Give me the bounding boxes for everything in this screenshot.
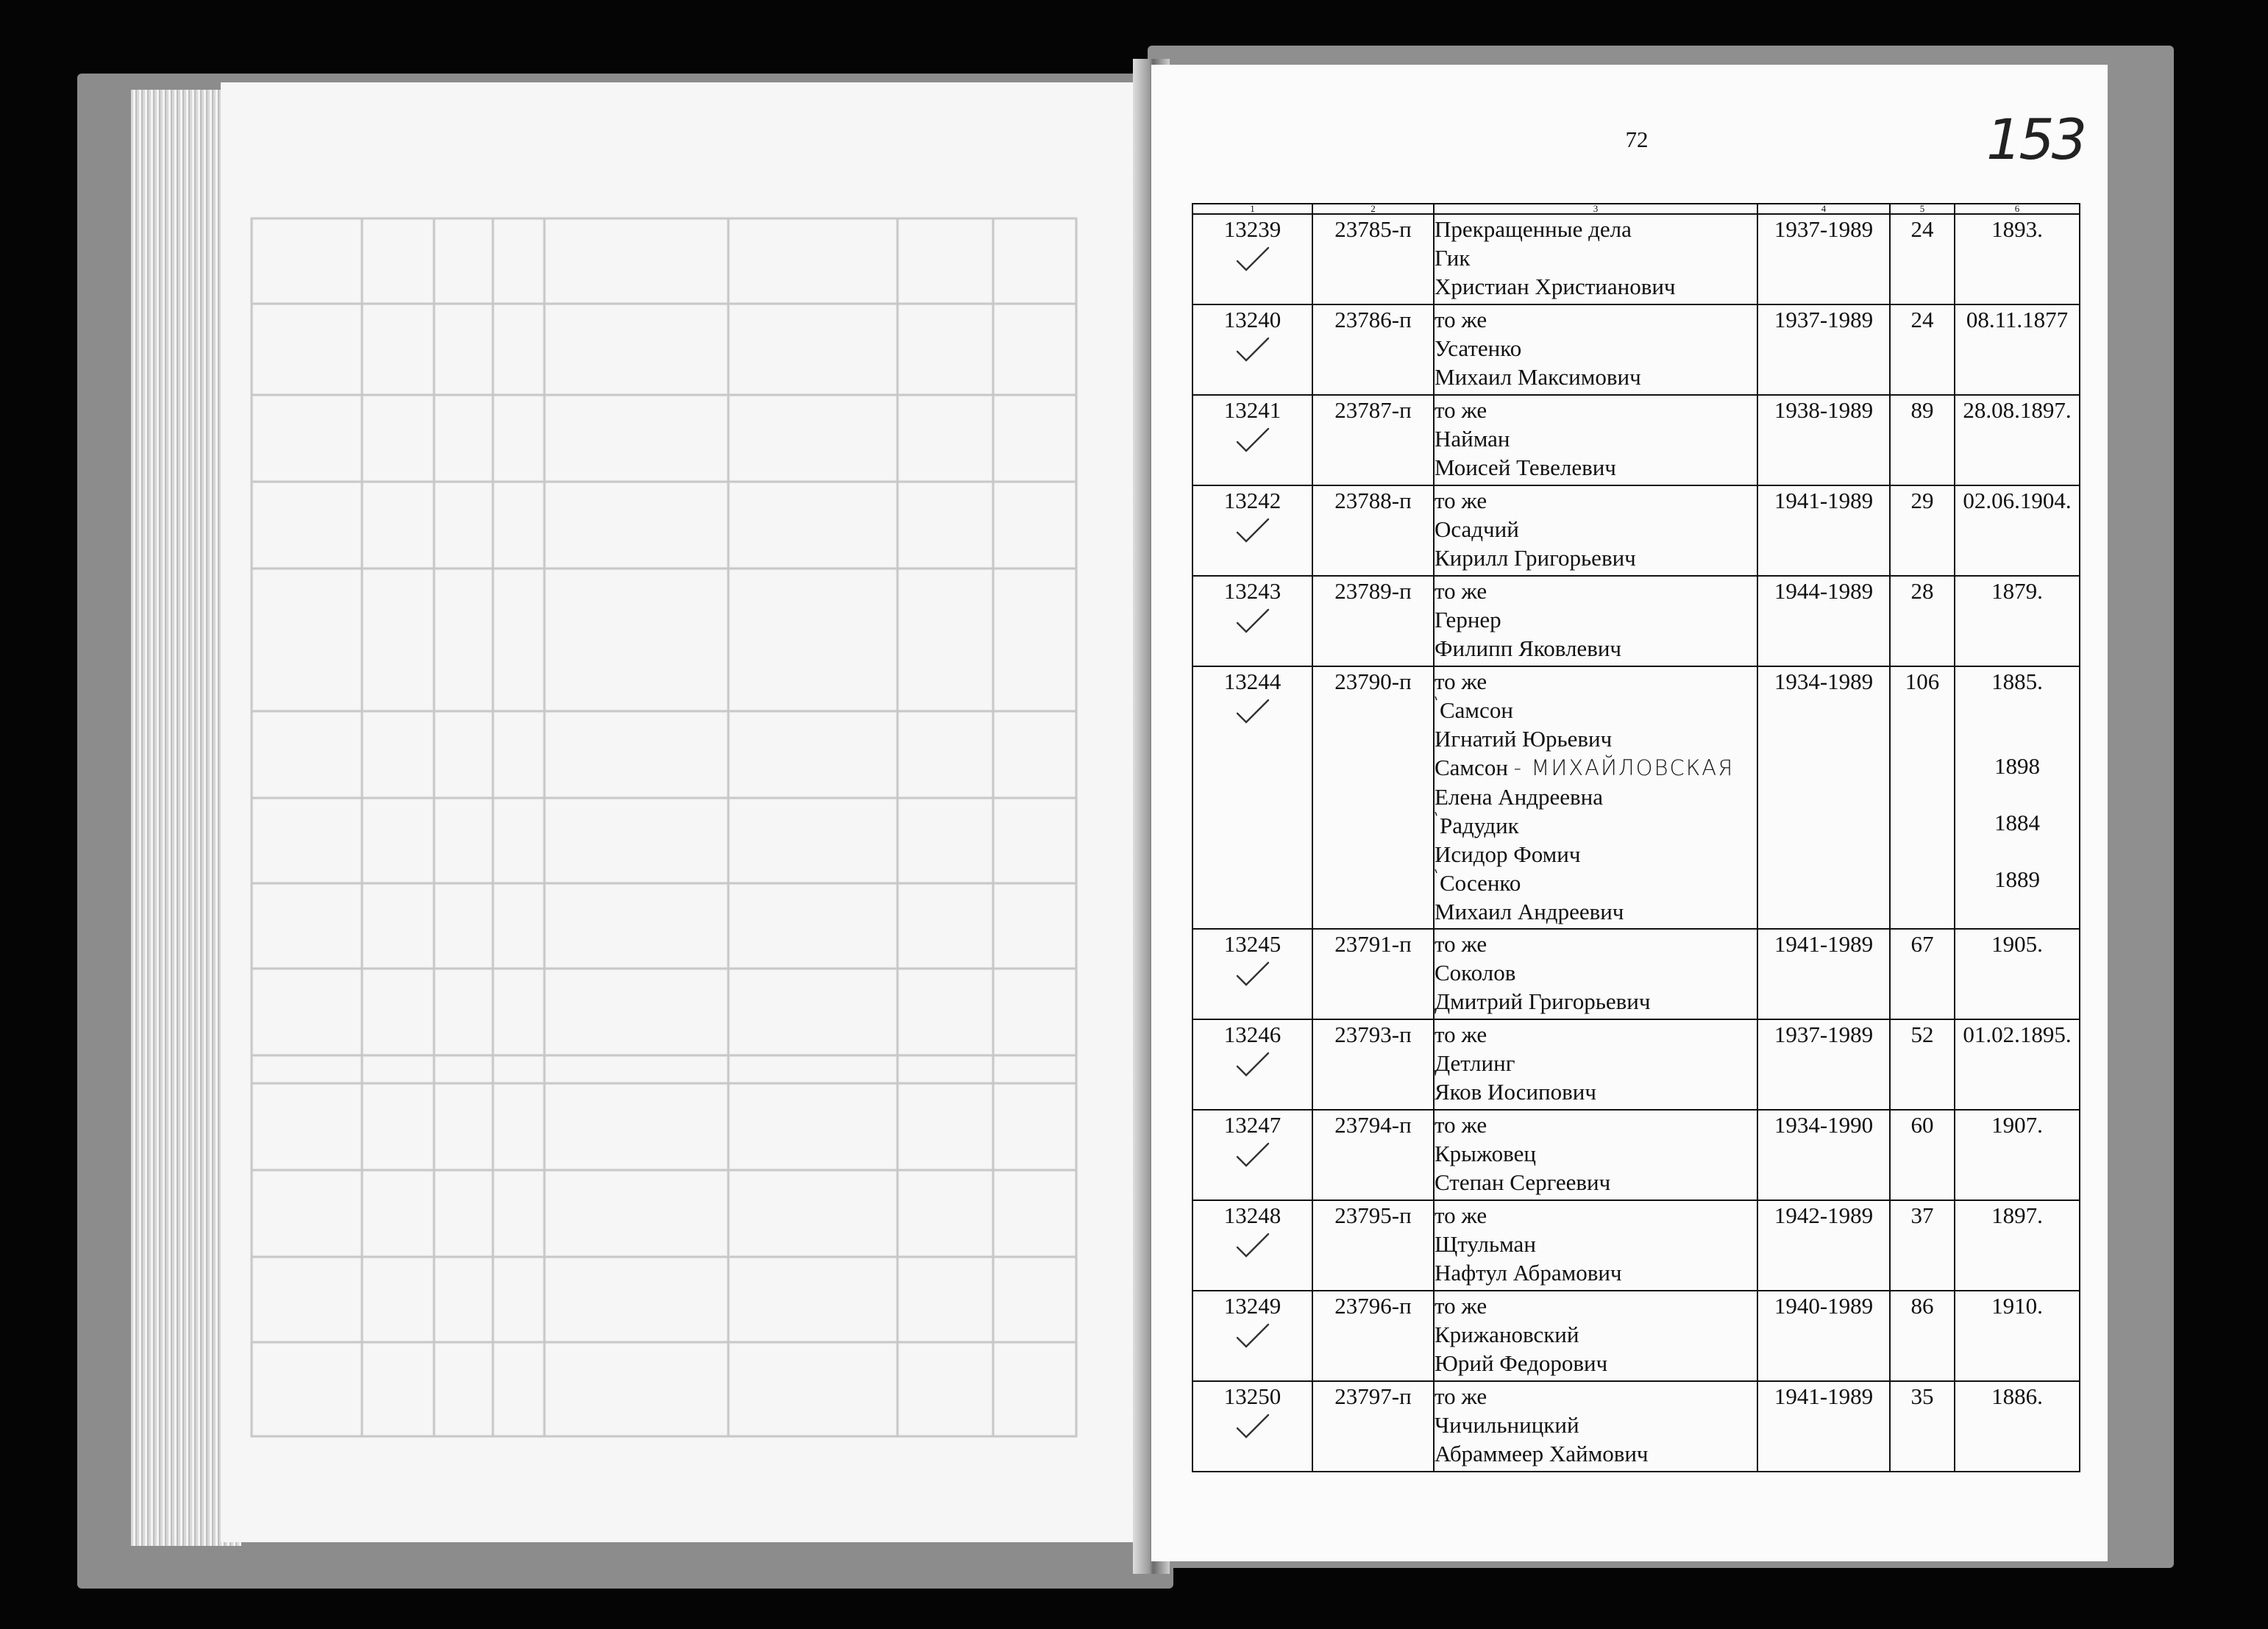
- years: 1944-1989: [1774, 578, 1874, 604]
- file-code: 23785-п: [1334, 216, 1412, 242]
- description-line: [1435, 897, 1757, 926]
- handwritten-note: - МИХАЙЛОВСКАЯ: [1513, 755, 1735, 780]
- record-number: 13250: [1223, 1383, 1281, 1409]
- description-text: Филипп Яковлевич: [1435, 635, 1622, 661]
- birth-date: 1907.: [1991, 1112, 2043, 1138]
- description-line: [1435, 453, 1757, 482]
- date-cell: [1955, 1200, 2080, 1291]
- description-line: [1435, 696, 1757, 724]
- description-text: Прекращенные дела: [1435, 216, 1632, 242]
- description-text: Елена Андреевна: [1435, 784, 1604, 810]
- description-line: [1435, 305, 1757, 334]
- description-text: то же: [1435, 931, 1487, 957]
- count: 35: [1910, 1383, 1934, 1409]
- checkmark-icon: [1193, 1050, 1312, 1086]
- checkmark-icon: [1193, 1231, 1312, 1266]
- count-cell: [1890, 1291, 1955, 1381]
- record-number-cell: [1192, 576, 1312, 666]
- years-cell: [1757, 929, 1890, 1019]
- description-text: Нафтул Абрамович: [1435, 1260, 1622, 1286]
- birth-date: 1889: [1994, 866, 2040, 892]
- description-line: [1435, 1291, 1757, 1320]
- column-header: 2: [1312, 204, 1434, 214]
- record-number-cell: [1192, 214, 1312, 304]
- file-code-cell: [1312, 1291, 1434, 1381]
- description-line: [1435, 396, 1757, 424]
- years-cell: [1757, 395, 1890, 485]
- count: 28: [1910, 578, 1934, 604]
- record-number: 13249: [1223, 1293, 1281, 1319]
- years-cell: [1757, 1381, 1890, 1472]
- date-cell: [1955, 666, 2080, 929]
- description-line: [1435, 634, 1757, 663]
- years: 1937-1989: [1774, 1022, 1874, 1047]
- years-cell: [1757, 1200, 1890, 1291]
- file-code-cell: [1312, 485, 1434, 576]
- description-text: Михаил Андреевич: [1435, 899, 1624, 924]
- checkmark-icon: [1193, 1412, 1312, 1447]
- page-number: 72: [1625, 126, 1649, 152]
- birth-date: 08.11.1877: [1966, 307, 2069, 332]
- file-code-cell: [1312, 304, 1434, 395]
- record-number: 13239: [1223, 216, 1281, 242]
- table-row: [1192, 1381, 2080, 1472]
- description-line: [1435, 724, 1757, 753]
- record-number: 13240: [1223, 307, 1281, 332]
- birth-date: 02.06.1904.: [1963, 488, 2072, 513]
- description-text: Крижановский: [1435, 1322, 1579, 1347]
- description-text: Михаил Максимович: [1435, 364, 1641, 390]
- birth-date: 1897.: [1991, 1202, 2043, 1228]
- table-row: [1192, 1291, 2080, 1381]
- count-cell: [1890, 1110, 1955, 1200]
- file-code: 23796-п: [1334, 1293, 1412, 1319]
- description-text: Радудик: [1440, 813, 1519, 838]
- birth-date: 1879.: [1991, 578, 2043, 604]
- record-number: 13244: [1223, 669, 1281, 694]
- years-cell: [1757, 304, 1890, 395]
- column-header-row: [1192, 204, 2080, 214]
- description-cell: [1434, 1110, 1757, 1200]
- years-cell: [1757, 214, 1890, 304]
- description-text: Юрий Федорович: [1435, 1350, 1608, 1376]
- years: 1937-1989: [1774, 216, 1874, 242]
- years-cell: [1757, 576, 1890, 666]
- file-code: 23789-п: [1334, 578, 1412, 604]
- birth-date: 1884: [1994, 810, 2040, 835]
- description-text: Игнатий Юрьевич: [1435, 726, 1613, 752]
- file-code-cell: [1312, 1110, 1434, 1200]
- description-text: Щтульман: [1435, 1231, 1536, 1257]
- date-cell: [1955, 304, 2080, 395]
- count-cell: [1890, 395, 1955, 485]
- description-line: [1435, 987, 1757, 1016]
- description-text: то же: [1435, 1022, 1487, 1047]
- record-number-cell: [1192, 1110, 1312, 1200]
- description-line: [1435, 363, 1757, 391]
- tick-mark-icon: [1435, 811, 1439, 816]
- description-line: [1435, 667, 1757, 696]
- record-number: 13246: [1223, 1022, 1281, 1047]
- description-text: то же: [1435, 1112, 1487, 1138]
- checkmark-icon: [1193, 245, 1312, 280]
- count: 106: [1905, 669, 1940, 694]
- record-number-cell: [1192, 485, 1312, 576]
- count-cell: [1890, 1019, 1955, 1110]
- description-text: Крыжовец: [1435, 1141, 1536, 1166]
- description-text: Яков Иосипович: [1435, 1079, 1596, 1105]
- date-cell: [1955, 1110, 2080, 1200]
- record-number-cell: [1192, 1200, 1312, 1291]
- date-cell: [1955, 485, 2080, 576]
- count-cell: [1890, 666, 1955, 929]
- file-code-cell: [1312, 929, 1434, 1019]
- count: 29: [1910, 488, 1934, 513]
- file-code-cell: [1312, 666, 1434, 929]
- description-cell: [1434, 485, 1757, 576]
- birth-date: 1893.: [1991, 216, 2043, 242]
- description-cell: [1434, 1019, 1757, 1110]
- description-line: [1435, 515, 1757, 543]
- description-text: Чичильницкий: [1435, 1412, 1579, 1438]
- years-cell: [1757, 666, 1890, 929]
- description-text: то же: [1435, 669, 1487, 694]
- date-cell: [1955, 395, 2080, 485]
- count-cell: [1890, 304, 1955, 395]
- description-line: [1435, 1049, 1757, 1077]
- description-line: [1435, 1349, 1757, 1377]
- description-line: [1435, 1020, 1757, 1049]
- count: 37: [1910, 1202, 1934, 1228]
- register-table: [1192, 203, 2080, 1472]
- description-text: то же: [1435, 488, 1487, 513]
- file-code: 23793-п: [1334, 1022, 1412, 1047]
- description-text: Абраммеер Хаймович: [1435, 1441, 1649, 1466]
- years-cell: [1757, 485, 1890, 576]
- record-number-cell: [1192, 304, 1312, 395]
- birth-date: 1885.: [1991, 669, 2043, 694]
- years: 1937-1989: [1774, 307, 1874, 332]
- count-cell: [1890, 1200, 1955, 1291]
- description-text: то же: [1435, 1293, 1487, 1319]
- description-text: то же: [1435, 397, 1487, 423]
- years: 1941-1989: [1774, 488, 1874, 513]
- description-text: то же: [1435, 1383, 1487, 1409]
- description-cell: [1434, 1381, 1757, 1472]
- description-text: Дмитрий Григорьевич: [1435, 988, 1651, 1014]
- file-code-cell: [1312, 214, 1434, 304]
- record-number: 13242: [1223, 488, 1281, 513]
- date-cell: [1955, 214, 2080, 304]
- file-code-cell: [1312, 1019, 1434, 1110]
- description-line: [1435, 486, 1757, 515]
- record-number: 13245: [1223, 931, 1281, 957]
- date-cell: [1955, 576, 2080, 666]
- description-line: [1435, 1111, 1757, 1139]
- file-code: 23791-п: [1334, 931, 1412, 957]
- description-cell: [1434, 929, 1757, 1019]
- description-line: [1435, 334, 1757, 363]
- table-row: [1192, 214, 2080, 304]
- years-cell: [1757, 1291, 1890, 1381]
- record-number-cell: [1192, 1381, 1312, 1472]
- date-cell: [1955, 1019, 2080, 1110]
- description-text: Сосенко: [1440, 870, 1521, 896]
- birth-date: 1898: [1994, 753, 2040, 779]
- description-cell: [1434, 576, 1757, 666]
- description-line: [1435, 869, 1757, 897]
- description-text: Найман: [1435, 426, 1510, 452]
- description-text: Исидор Фомич: [1435, 841, 1581, 867]
- count: 86: [1910, 1293, 1934, 1319]
- date-cell: [1955, 1381, 2080, 1472]
- description-text: Степан Сергеевич: [1435, 1169, 1611, 1195]
- description-line: [1435, 1077, 1757, 1106]
- description-line: [1435, 783, 1757, 811]
- description-line: [1435, 1411, 1757, 1439]
- description-line: [1435, 753, 1757, 783]
- table-row: [1192, 304, 2080, 395]
- birth-date: 01.02.1895.: [1963, 1022, 2072, 1047]
- years: 1942-1989: [1774, 1202, 1874, 1228]
- years: 1938-1989: [1774, 397, 1874, 423]
- tick-mark-icon: [1435, 869, 1439, 873]
- count-cell: [1890, 485, 1955, 576]
- description-line: [1435, 811, 1757, 840]
- record-number: 13248: [1223, 1202, 1281, 1228]
- file-code: 23788-п: [1334, 488, 1412, 513]
- file-code-cell: [1312, 1200, 1434, 1291]
- description-cell: [1434, 666, 1757, 929]
- column-header: 4: [1757, 204, 1890, 214]
- record-number-cell: [1192, 666, 1312, 929]
- table-row: [1192, 929, 2080, 1019]
- description-text: Гик: [1435, 245, 1471, 271]
- years: 1941-1989: [1774, 931, 1874, 957]
- description-text: то же: [1435, 578, 1487, 604]
- description-text: Самсон: [1440, 697, 1513, 723]
- description-line: [1435, 424, 1757, 453]
- count: 67: [1910, 931, 1934, 957]
- table-row: [1192, 1200, 2080, 1291]
- date-cell: [1955, 1291, 2080, 1381]
- table-row: [1192, 666, 2080, 929]
- file-code: 23794-п: [1334, 1112, 1412, 1138]
- count: 24: [1910, 307, 1934, 332]
- column-header: 6: [1955, 204, 2080, 214]
- description-text: Самсон: [1435, 755, 1508, 780]
- checkmark-icon: [1193, 607, 1312, 642]
- birth-date: 1910.: [1991, 1293, 2043, 1319]
- description-line: [1435, 605, 1757, 634]
- count-cell: [1890, 929, 1955, 1019]
- description-line: [1435, 1230, 1757, 1258]
- file-code-cell: [1312, 395, 1434, 485]
- count-cell: [1890, 214, 1955, 304]
- column-header: 5: [1890, 204, 1955, 214]
- checkmark-icon: [1193, 426, 1312, 461]
- tick-mark-icon: [1435, 696, 1439, 700]
- years: 1941-1989: [1774, 1383, 1874, 1409]
- description-cell: [1434, 1291, 1757, 1381]
- count-cell: [1890, 1381, 1955, 1472]
- checkmark-icon: [1193, 1322, 1312, 1357]
- description-text: Осадчий: [1435, 516, 1519, 542]
- table-row: [1192, 485, 2080, 576]
- birth-date: 1886.: [1991, 1383, 2043, 1409]
- description-line: [1435, 272, 1757, 301]
- description-line: [1435, 1139, 1757, 1168]
- description-cell: [1434, 304, 1757, 395]
- file-code: 23790-п: [1334, 669, 1412, 694]
- record-number-cell: [1192, 1291, 1312, 1381]
- record-number: 13243: [1223, 578, 1281, 604]
- table-row: [1192, 576, 2080, 666]
- description-line: [1435, 930, 1757, 958]
- table-row: [1192, 1110, 2080, 1200]
- date-cell: [1955, 929, 2080, 1019]
- file-code: 23797-п: [1334, 1383, 1412, 1409]
- description-line: [1435, 1258, 1757, 1287]
- description-line: [1435, 1201, 1757, 1230]
- description-line: [1435, 1382, 1757, 1411]
- years-cell: [1757, 1110, 1890, 1200]
- description-line: [1435, 243, 1757, 272]
- years: 1934-1990: [1774, 1112, 1874, 1138]
- description-line: [1435, 577, 1757, 605]
- file-code: 23786-п: [1334, 307, 1412, 332]
- description-cell: [1434, 1200, 1757, 1291]
- checkmark-icon: [1193, 516, 1312, 552]
- record-number: 13241: [1223, 397, 1281, 423]
- description-text: то же: [1435, 1202, 1487, 1228]
- checkmark-icon: [1193, 960, 1312, 995]
- count: 24: [1910, 216, 1934, 242]
- column-header: 1: [1192, 204, 1312, 214]
- checkmark-icon: [1193, 697, 1312, 732]
- file-code: 23795-п: [1334, 1202, 1412, 1228]
- description-line: [1435, 958, 1757, 987]
- birth-date: 1905.: [1991, 931, 2043, 957]
- count: 60: [1910, 1112, 1934, 1138]
- years-cell: [1757, 1019, 1890, 1110]
- years: 1934-1989: [1774, 669, 1874, 694]
- description-line: [1435, 215, 1757, 243]
- description-text: Моисей Тевелевич: [1435, 455, 1616, 480]
- count: 89: [1910, 397, 1934, 423]
- description-text: Соколов: [1435, 960, 1516, 985]
- count: 52: [1910, 1022, 1934, 1047]
- description-text: Детлинг: [1435, 1050, 1515, 1076]
- birth-date: 28.08.1897.: [1963, 397, 2072, 423]
- description-text: Христиан Христианович: [1435, 274, 1676, 299]
- record-number: 13247: [1223, 1112, 1281, 1138]
- column-header: 3: [1434, 204, 1757, 214]
- file-code: 23787-п: [1334, 397, 1412, 423]
- description-line: [1435, 1320, 1757, 1349]
- checkmark-icon: [1193, 1141, 1312, 1176]
- record-number-cell: [1192, 929, 1312, 1019]
- file-code-cell: [1312, 1381, 1434, 1472]
- table-row: [1192, 1019, 2080, 1110]
- description-text: Гернер: [1435, 607, 1501, 632]
- record-number-cell: [1192, 395, 1312, 485]
- description-line: [1435, 543, 1757, 572]
- description-text: Усатенко: [1435, 335, 1522, 361]
- checkmark-icon: [1193, 335, 1312, 371]
- record-number-cell: [1192, 1019, 1312, 1110]
- description-line: [1435, 1168, 1757, 1197]
- description-text: то же: [1435, 307, 1487, 332]
- file-code-cell: [1312, 576, 1434, 666]
- description-line: [1435, 840, 1757, 869]
- show-through-table: [250, 217, 1078, 1438]
- count-cell: [1890, 576, 1955, 666]
- description-cell: [1434, 214, 1757, 304]
- description-cell: [1434, 395, 1757, 485]
- table-row: [1192, 395, 2080, 485]
- description-line: [1435, 1439, 1757, 1468]
- handwritten-folio-number: 153: [1986, 107, 2085, 172]
- description-text: Кирилл Григорьевич: [1435, 545, 1636, 571]
- years: 1940-1989: [1774, 1293, 1874, 1319]
